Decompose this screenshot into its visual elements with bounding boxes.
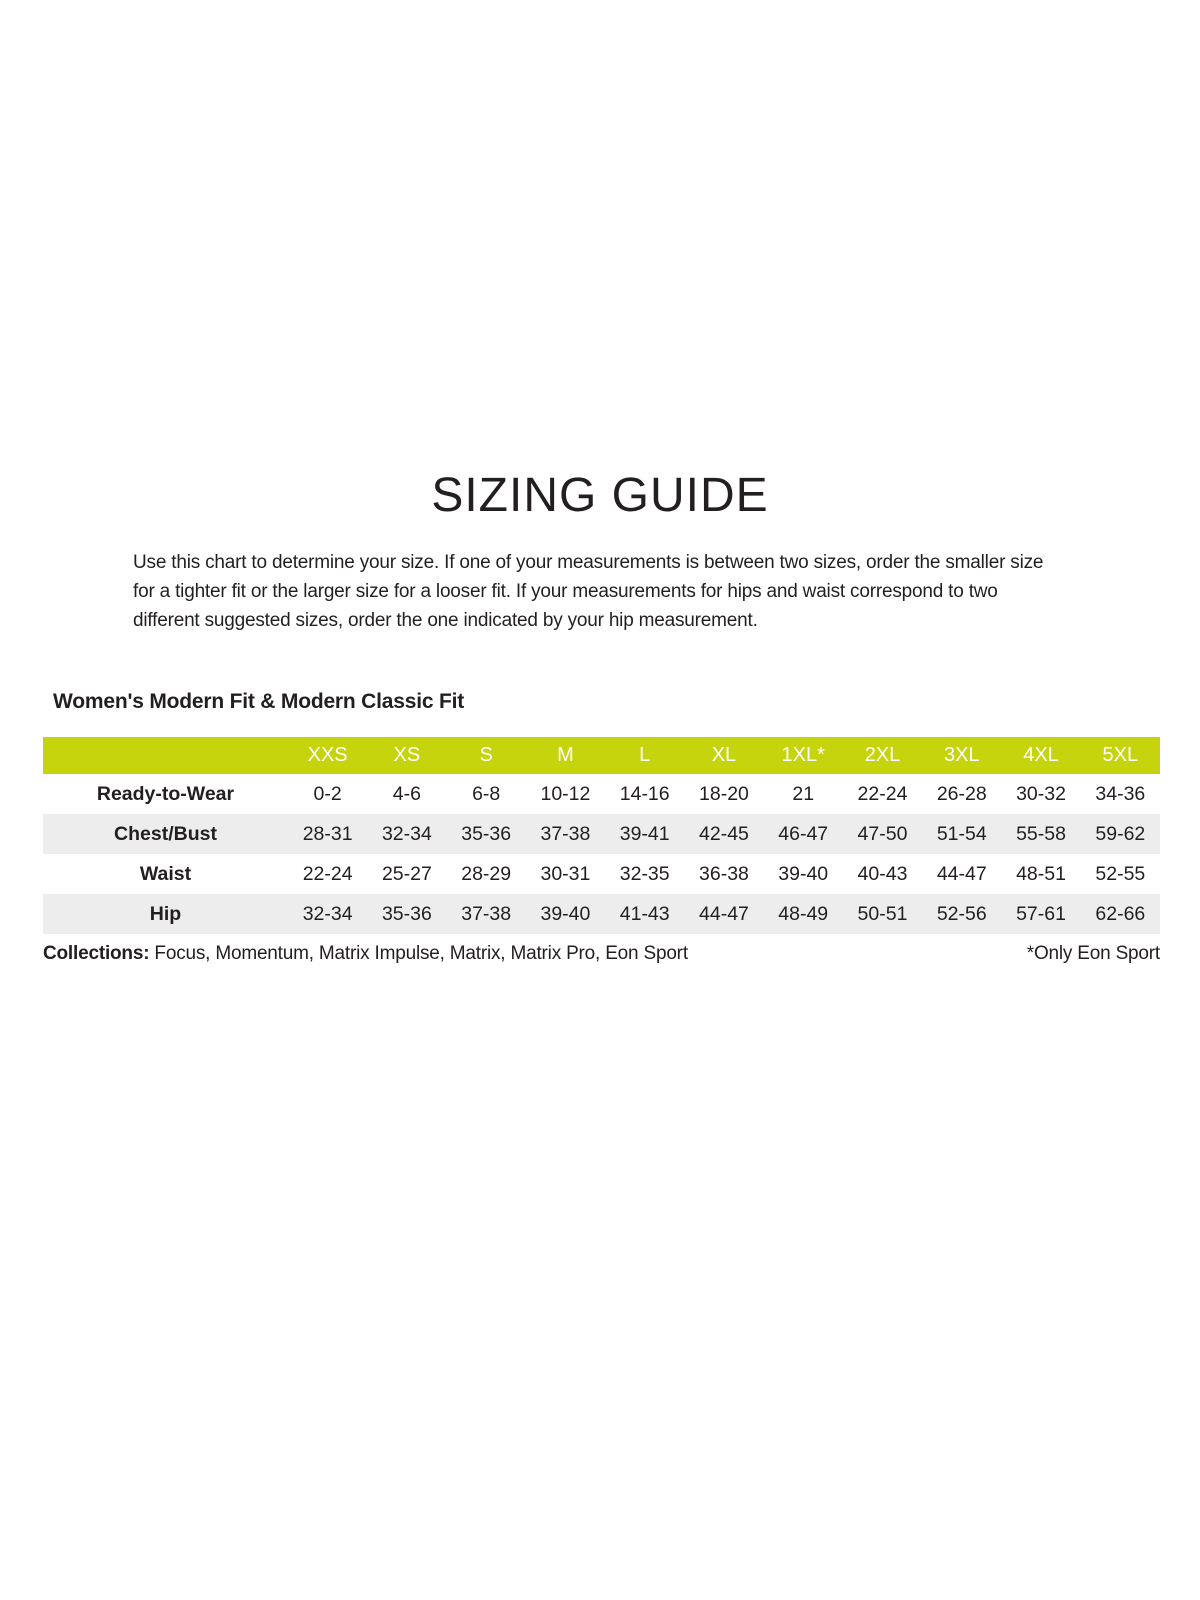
row-label-waist: Waist [139,862,192,885]
table-cell: 48-51 [1016,862,1066,885]
table-cell: 4-6 [392,782,421,805]
table-cell: 62-66 [1095,902,1146,925]
size-header-3xl: 3XL [922,737,1001,774]
table-row-waist [43,854,1160,894]
table-cell: 44-47 [699,902,749,925]
table-cell: 51-54 [936,822,987,845]
table-cell: 35-36 [381,902,432,925]
table-cell: 34-36 [1095,782,1146,805]
table-cell: 22-24 [302,862,353,885]
collections-footer [43,941,1160,966]
table-cell: 42-45 [699,822,749,845]
size-header-row [43,737,1160,774]
size-header-xxs: XXS [288,737,367,774]
table-cell: 39-41 [619,822,670,845]
size-header-1xl: 1XL* [764,737,843,774]
table-corner-cell [43,737,288,774]
table-cell: 6-8 [472,782,501,805]
table-cell: 14-16 [619,782,670,805]
size-header-xs: XS [367,737,446,774]
footnote-only-eon-sport: *Only Eon Sport [1026,943,1160,964]
size-header-m: M [526,737,605,774]
collections-label: Collections: [43,943,150,964]
table-cell: 46-47 [778,822,829,845]
table-cell: 40-43 [857,862,908,885]
page-title: SIZING GUIDE [431,469,769,522]
sizing-table [43,737,1160,934]
size-header-2xl: 2XL [843,737,922,774]
table-cell: 57-61 [1016,902,1066,925]
table-cell: 28-31 [302,822,353,845]
table-cell: 50-51 [857,902,908,925]
table-cell: 52-55 [1095,862,1146,885]
table-cell: 39-40 [540,902,591,925]
row-label-hip: Hip [149,902,182,925]
table-cell: 55-58 [1016,822,1066,845]
row-label-chest-bust: Chest/Bust [114,822,217,845]
size-header-l: L [605,737,684,774]
table-cell: 37-38 [461,902,512,925]
table-cell: 41-43 [619,902,670,925]
table-cell: 30-32 [1016,782,1066,805]
sizing-instructions-text: Use this chart to determine your size. If one of your measurements is between two sizes, order the smaller size for a tighter fit or the larger size for a looser fit. If your measurements for hips and waist correspond to two different suggested sizes, order the one indicated by your hip measurement. [133,552,1044,631]
table-cell: 22-24 [857,782,908,805]
table-cell: 0-2 [313,782,342,805]
row-label-ready-to-wear: Ready-to-Wear [96,782,235,805]
table-cell: 59-62 [1095,822,1146,845]
table-cell: 25-27 [381,862,432,885]
table-cell: 32-34 [302,902,353,925]
table-cell: 32-34 [381,822,432,845]
collections-list: Focus, Momentum, Matrix Impulse, Matrix, Matrix Pro, Eon Sport [149,943,688,964]
size-header-s: S [447,737,526,774]
size-header-5xl: 5XL [1081,737,1160,774]
table-cell: 48-49 [778,902,829,925]
section-heading-womens-fit: Women's Modern Fit & Modern Classic Fit [53,690,465,713]
table-cell: 32-35 [619,862,670,885]
table-cell: 39-40 [778,862,829,885]
table-row-chest-bust [43,814,1160,854]
collections-text [43,941,688,966]
table-cell: 52-56 [936,902,987,925]
table-cell: 37-38 [540,822,591,845]
table-cell: 36-38 [699,862,749,885]
table-row-ready-to-wear [43,774,1160,814]
table-cell: 35-36 [461,822,512,845]
table-cell: 44-47 [936,862,987,885]
table-cell: 10-12 [540,782,591,805]
table-cell: 21 [792,782,815,805]
table-cell: 47-50 [857,822,908,845]
table-cell: 28-29 [461,862,512,885]
table-cell: 26-28 [936,782,987,805]
table-row-hip [43,894,1160,934]
table-cell: 18-20 [699,782,749,805]
table-cell: 30-31 [540,862,591,885]
size-header-xl: XL [684,737,763,774]
size-header-4xl: 4XL [1001,737,1080,774]
